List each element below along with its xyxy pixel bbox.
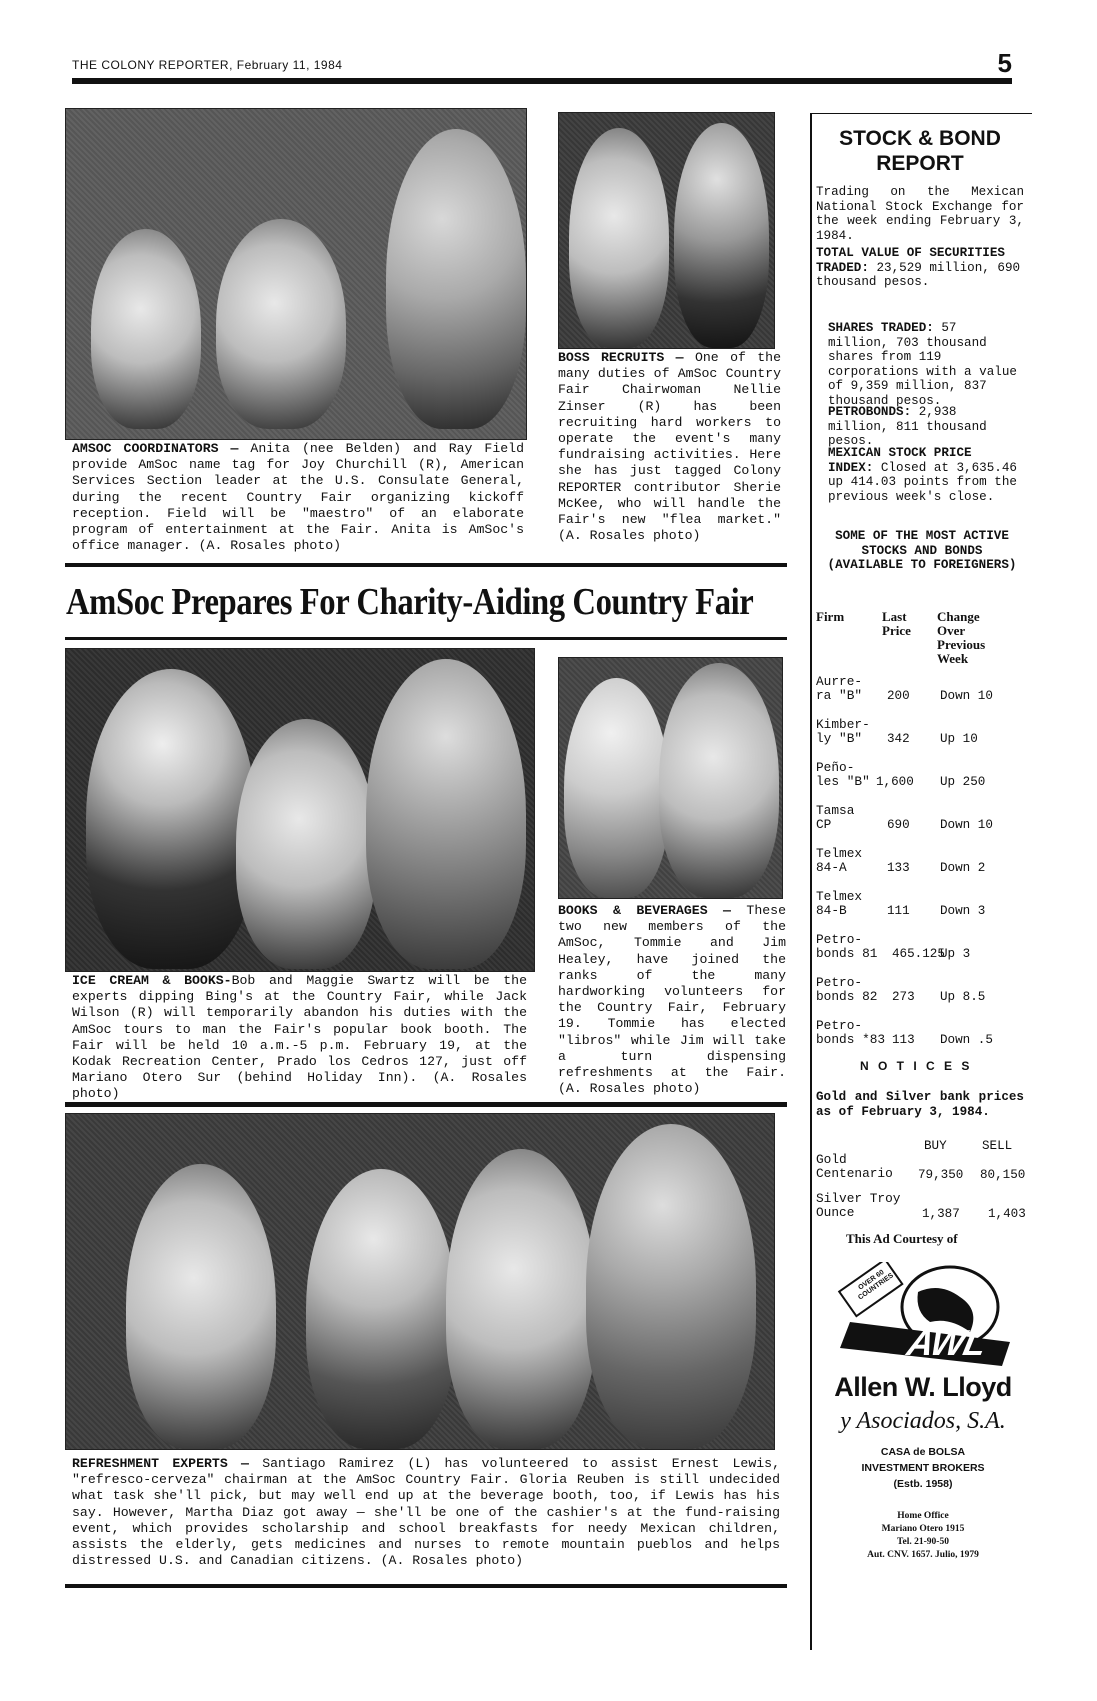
table-row-price: 273 bbox=[892, 990, 915, 1004]
silver-buy: 1,387 bbox=[922, 1207, 960, 1221]
advertiser-name: Allen W. Lloyd bbox=[834, 1372, 1012, 1402]
advertiser-info bbox=[816, 1444, 1030, 1492]
gold-buy: 79,350 bbox=[918, 1168, 964, 1182]
awl-logo bbox=[830, 1262, 1020, 1372]
stock-report-top-rule bbox=[810, 113, 1032, 114]
table-row-firm: Aurre- ra "B" bbox=[816, 674, 863, 703]
silver-sell: 1,403 bbox=[988, 1207, 1026, 1221]
stock-active-heading: SOME OF THE MOST ACTIVE STOCKS AND BONDS (AVAILABLE TO FOREIGNERS) bbox=[827, 529, 1017, 572]
table-header-change: Change Over Previous Week bbox=[937, 609, 986, 666]
table-row-firm: Kimber- ly "B" bbox=[816, 717, 870, 746]
table-row-price: 133 bbox=[887, 861, 910, 875]
advertiser-tel: Tel. 21-90-50 bbox=[897, 1537, 949, 1547]
table-row-price: 111 bbox=[887, 904, 910, 918]
table-row-price: 690 bbox=[887, 818, 910, 832]
notices-heading: N O T I C E S bbox=[860, 1059, 973, 1073]
table-row-change: Up 10 bbox=[940, 732, 978, 746]
table-row-firm: Telmex 84-B bbox=[816, 889, 863, 918]
table-row-firm: Tamsa CP bbox=[816, 803, 855, 832]
photo-amsoc-coordinators bbox=[65, 108, 527, 440]
caption-lead: BOSS RECRUITS — bbox=[558, 350, 695, 365]
silver-label: Silver Troy Ounce bbox=[816, 1191, 901, 1220]
stock-report-title-line1: STOCK & BOND bbox=[839, 127, 1001, 150]
rule-above-headline bbox=[65, 563, 787, 567]
masthead-title: THE COLONY REPORTER, February 11, 1984 bbox=[72, 58, 343, 72]
masthead bbox=[72, 48, 1012, 84]
gold-silver-intro: Gold and Silver bank prices as of February 3, 1984. bbox=[816, 1090, 1024, 1119]
sell-header: SELL bbox=[982, 1139, 1013, 1153]
table-row-change: Down 10 bbox=[940, 689, 993, 703]
gold-sell: 80,150 bbox=[980, 1168, 1026, 1182]
table-row-price: 113 bbox=[892, 1033, 915, 1047]
table-row-change: Up 250 bbox=[940, 775, 986, 789]
ad-courtesy: This Ad Courtesy of bbox=[846, 1231, 958, 1246]
table-header-last-price: Last Price bbox=[882, 609, 911, 638]
rule-bottom bbox=[65, 1584, 787, 1588]
table-row-firm: Petro- bonds 82 bbox=[816, 975, 878, 1004]
caption-body: Bob and Maggie Swartz will be the experts dipping Bing's at the Country Fair, while Jack Wilson (R) will temporarily abandon his duties with the AmSoc tours to man the Fair's popular book booth. The Fair will be held 10 a.m.-5 p.m. February 19, at the Kodak Recreation Center, Prado los Cedros 127, just off Mariano Otero Sur (behind Holiday Inn). (A. Rosales photo) bbox=[72, 973, 528, 1102]
rule-above-bottom-photo bbox=[65, 1102, 787, 1107]
advertiser-script: y Asociados, S.A. bbox=[840, 1408, 1006, 1434]
photo-boss-recruits bbox=[558, 112, 775, 349]
stock-price-index: MEXICAN STOCK PRICE INDEX: Closed at 3,635.46 up 414.03 points from the previous week's close. bbox=[828, 446, 1017, 504]
gold-label: Gold Centenario bbox=[816, 1152, 893, 1181]
caption-body: One of the many duties of AmSoc Country Fair Chairwoman Nellie Zinser (R) has been recruiting hard workers to operate the event's many fundraising activities. Here she has just tagged Colony REPORTER contributor Sherie McKee, who will handle the Fair's new "flea market." (A. Rosales photo) bbox=[558, 350, 782, 544]
table-row-change: Down .5 bbox=[940, 1033, 993, 1047]
stock-intro: Trading on the Mexican National Stock Exchange for the week ending February 3, 1984. bbox=[816, 185, 1024, 243]
advertiser-line3: (Estb. 1958) bbox=[893, 1478, 953, 1490]
caption-lead: ICE CREAM & BOOKS- bbox=[72, 973, 232, 988]
table-row-price: 200 bbox=[887, 689, 910, 703]
table-row-price: 465.125 bbox=[892, 947, 945, 961]
advertiser-misc: Aut. CNV. 1657. Julio, 1979 bbox=[867, 1550, 979, 1560]
advertiser-office: Home Office bbox=[897, 1511, 949, 1521]
caption-lead: BOOKS & BEVERAGES — bbox=[558, 903, 747, 918]
caption-lead: AMSOC COORDINATORS — bbox=[72, 441, 251, 456]
advertiser-line1: CASA de BOLSA bbox=[880, 1446, 966, 1458]
caption-body: Santiago Ramirez (L) has volunteered to assist Ernest Lewis, "refresco-cerveza" chairman at the AmSoc Country Fair. Gloria Reuben is still undecided what task she'll pick, but may well end up at the beverage booth, too, if Lewis has his say. However, Martha Diaz got away — she'll be one of the cashier's at the fund-raising event, which provides scholarship and school breakfasts for needy Mexican children, assists the elderly, gets medicines and nurses to remote mountain pueblos and helps distressed U.S. and Canadian citizens. (A. Rosales photo) bbox=[72, 1456, 781, 1569]
advertiser-address: Mariano Otero 1915 bbox=[881, 1524, 965, 1534]
photo-books-beverages bbox=[558, 657, 783, 899]
table-row-change: Down 10 bbox=[940, 818, 993, 832]
logo-mark-text: AWL bbox=[903, 1322, 990, 1363]
caption-body: Anita (nee Belden) and Ray Field provide AmSoc name tag for Joy Churchill (R), American Services Section leader at the U.S. Consulate General, during the recent Country Fair organizing kickoff reception. Field will be "maestro" of an elaborate program of entertainment at the Fair. Anita is AmSoc's office manager. (A. Rosales photo) bbox=[72, 441, 524, 554]
caption-lead: REFRESHMENT EXPERTS — bbox=[72, 1456, 263, 1471]
headline: AmSoc Prepares For Charity-Aiding Country Fair bbox=[66, 581, 754, 623]
table-row-price: 342 bbox=[887, 732, 910, 746]
stock-total-value: TOTAL VALUE OF SECURITIES TRADED: 23,529 million, 690 thousand pesos. bbox=[816, 246, 1021, 289]
logo-badge-text: OVER 60 COUNTRIES bbox=[857, 1268, 895, 1302]
caption-amsoc-coordinators bbox=[72, 441, 524, 554]
rule-below-headline bbox=[65, 637, 787, 640]
table-row-firm: Peño- les "B" bbox=[816, 760, 870, 789]
stock-report-title-line2: REPORT bbox=[876, 152, 964, 175]
caption-boss-recruits bbox=[558, 350, 781, 544]
caption-body: These two new members of the AmSoc, Tommie and Jim Healey, have joined the ranks of the many hardworking volunteers for the Country Fair, February 19. Tommie has elected "libros" while Jim will take a turn dispensing refreshments at the Fair. (A. Rosales photo) bbox=[558, 903, 786, 1097]
table-row-firm: Petro- bonds *83 bbox=[816, 1018, 886, 1047]
table-row-firm: Petro- bonds 81 bbox=[816, 932, 878, 961]
table-row-change: Down 2 bbox=[940, 861, 986, 875]
stock-petrobonds: PETROBONDS: 2,938 million, 811 thousand pesos. bbox=[828, 405, 987, 448]
advertiser-line2: INVESTMENT BROKERS bbox=[861, 1462, 985, 1474]
table-header-firm: Firm bbox=[816, 609, 845, 624]
table-row-firm: Telmex 84-A bbox=[816, 846, 863, 875]
photo-refreshment-experts bbox=[65, 1113, 775, 1450]
photo-ice-cream-books bbox=[65, 648, 535, 972]
table-row-price: 1,600 bbox=[876, 775, 914, 789]
caption-ice-cream-books bbox=[72, 973, 527, 1103]
table-row-change: Up 8.5 bbox=[940, 990, 986, 1004]
caption-refreshment-experts bbox=[72, 1456, 780, 1569]
page-number: 5 bbox=[997, 48, 1012, 78]
stock-shares-traded: SHARES TRADED: 57 million, 703 thousand shares from 119 corporations with a value of 9,359 million, 837 thousand pesos. bbox=[828, 321, 1017, 408]
caption-books-beverages bbox=[558, 903, 786, 1097]
buy-header: BUY bbox=[924, 1139, 947, 1153]
stock-report-title bbox=[812, 126, 1028, 176]
table-row-change: Down 3 bbox=[940, 904, 986, 918]
table-row-change: Up 3 bbox=[940, 947, 971, 961]
advertiser-contact bbox=[816, 1510, 1030, 1562]
